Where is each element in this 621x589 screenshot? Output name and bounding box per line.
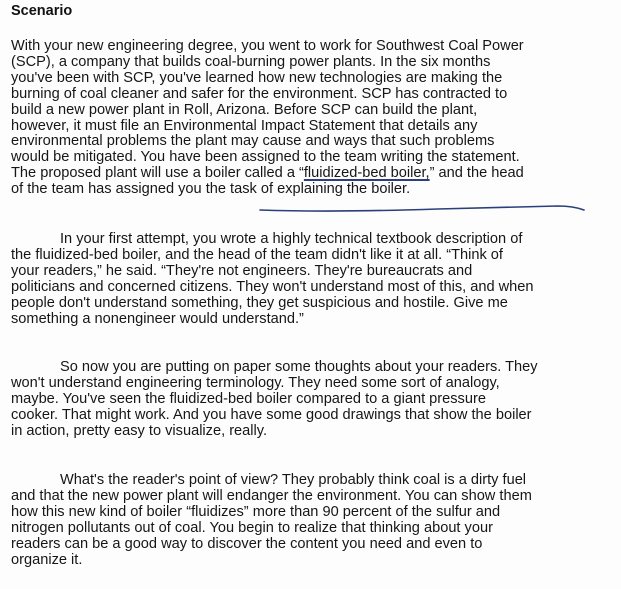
text-line: In your first attempt, you wrote a highly technical textbook description of [60, 231, 523, 247]
text-line: something a nonengineer would understand.” [11, 310, 304, 327]
text-line: environmental problems the plant may cause and ways that such problems [11, 133, 495, 150]
text-line: maybe. You've seen the fluidized-bed boiler compared to a giant pressure [11, 390, 486, 407]
pen-underline-mark [258, 201, 588, 217]
paragraph-4 [11, 473, 611, 568]
text-line: build a new power plant in Roll, Arizona. Before SCP can build the plant, [11, 101, 478, 118]
text-line: organize it. [11, 551, 83, 568]
text-line: your readers,” he said. “They're not engineers. They're bureaucrats and [11, 262, 473, 279]
text-line: in action, pretty easy to visualize, really. [11, 422, 268, 439]
page-title: Scenario [11, 3, 73, 19]
text-line: how this new kind of boiler “fluidizes” more than 90 percent of the sulfur and [11, 503, 501, 520]
text-line: however, it must file an Environmental Impact Statement that details any [11, 117, 478, 134]
text-fragment: ” and the head [429, 165, 524, 182]
text-line: won't understand engineering terminology. They need some sort of analogy, [11, 374, 500, 391]
text-line: What's the reader's point of view? They probably think coal is a dirty fuel [60, 472, 527, 488]
text-line: politicians and concerned citizens. They won't understand most of this, and when [11, 278, 534, 295]
text-line: you've been with SCP, you've learned how new technologies are making the [11, 69, 503, 86]
underlined-term: fluidized-bed boiler, [303, 165, 430, 182]
paragraph-2 [11, 232, 611, 327]
text-line: cooker. That might work. And you have some good drawings that show the boiler [11, 406, 532, 423]
text-line: the fluidized-bed boiler, and the head of the team didn't like it at all. “Think of [11, 246, 503, 263]
text-line: would be mitigated. You have been assigned to the team writing the statement. [11, 149, 520, 166]
text-line: nitrogen pollutants out of coal. You begin to realize that thinking about your [11, 519, 493, 536]
paragraph-3 [11, 360, 611, 440]
text-line: With your new engineering degree, you went to work for Southwest Coal Power [11, 38, 524, 54]
text-line: readers can be a good way to discover the content you need and even to [11, 535, 483, 552]
text-line [11, 166, 611, 182]
text-line: and that the new power plant will endanger the environment. You can show them [11, 487, 532, 504]
text-line: burning of coal cleaner and safer for the environment. SCP has contracted to [11, 85, 508, 102]
text-line: people don't understand something, they get suspicious and hostile. Give me [11, 294, 508, 311]
paragraph-1 [11, 39, 611, 198]
text-line: of the team has assigned you the task of explaining the boiler. [11, 181, 411, 198]
text-line: So now you are putting on paper some thoughts about your readers. They [60, 359, 538, 375]
text-line: (SCP), a company that builds coal-burning power plants. In the six months [11, 53, 491, 70]
text-fragment: The proposed plant will use a boiler called a “ [11, 165, 304, 182]
